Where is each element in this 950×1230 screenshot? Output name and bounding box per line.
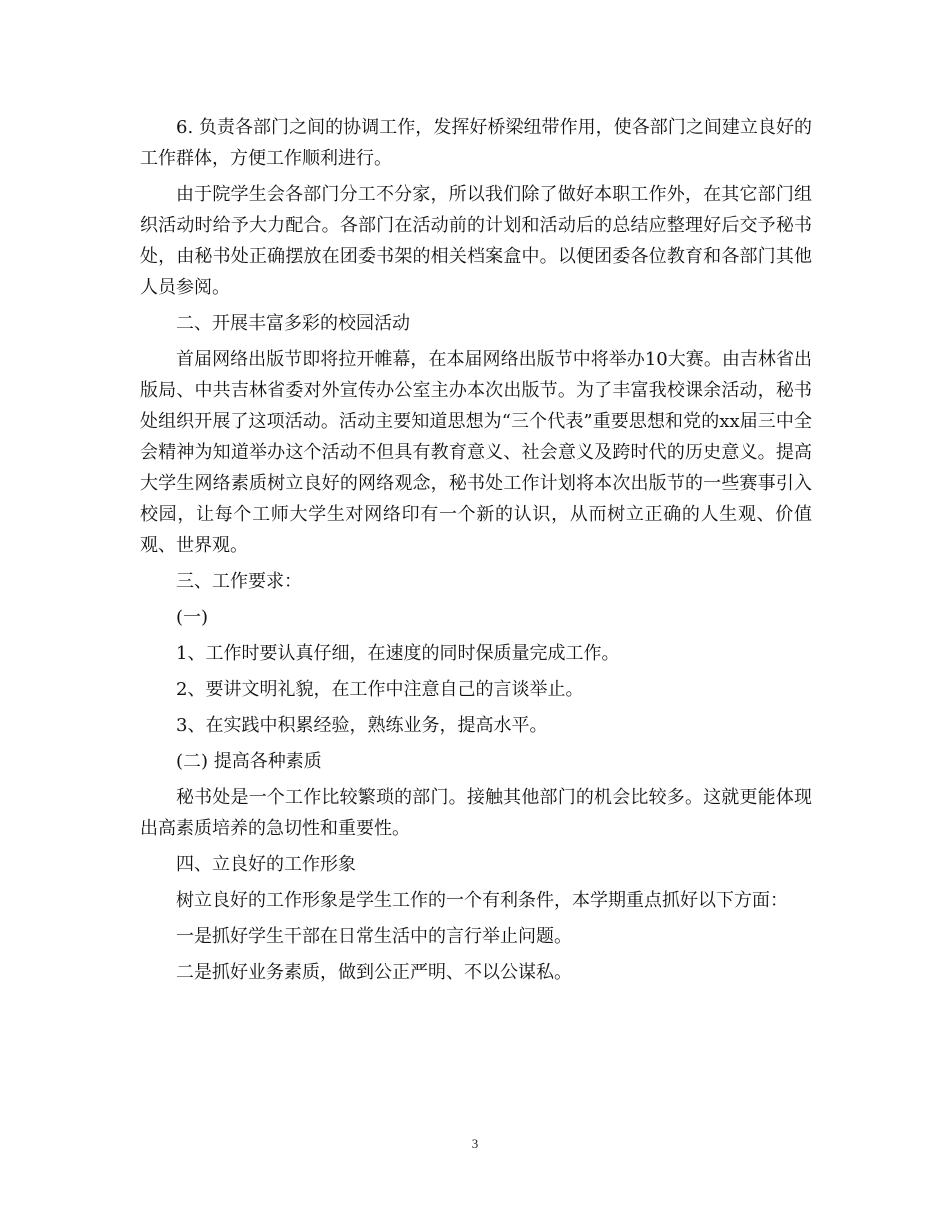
- paragraph-coordination: 6. 负责各部门之间的协调工作，发挥好桥梁纽带作用，使各部门之间建立良好的工作群体，方便工作顺利进行。: [140, 117, 812, 169]
- subsection-one: (一): [176, 607, 209, 628]
- requirement-item-3: 3、在实践中积累经验，熟练业务，提高水平。: [176, 715, 548, 736]
- section-heading-work-requirements: 三、工作要求：: [176, 571, 302, 592]
- requirement-item-1: 1、工作时要认真仔细，在速度的同时保质量完成工作。: [176, 643, 620, 664]
- list-item-first: 一是抓好学生干部在日常生活中的言行举止问题。: [176, 926, 572, 947]
- paragraph-secretariat-quality: 秘书处是一个工作比较繁琐的部门。接触其他部门的机会比较多。这就更能体现出高素质培养的急切性和重要性。: [140, 787, 812, 839]
- page-number: 3: [471, 1136, 479, 1151]
- section-heading-work-image: 四、立良好的工作形象: [176, 854, 356, 875]
- paragraph-cooperation: 由于院学生会各部门分工不分家，所以我们除了做好本职工作外，在其它部门组织活动时给予大力配合。各部门在活动前的计划和活动后的总结应整理好后交予秘书处，由秘书处正确摆放在团委书架的相关档案盒中。以便团委各位教育和各部门其他人员参阅。: [140, 184, 812, 298]
- document-body: [140, 112, 812, 993]
- requirement-item-2: 2、要讲文明礼貌，在工作中注意自己的言谈举止。: [176, 679, 584, 700]
- section-heading-campus-activities: 二、开展丰富多彩的校园活动: [176, 313, 410, 334]
- paragraph-publishing-festival: 首届网络出版节即将拉开帷幕，在本届网络出版节中将举办10大赛。由吉林省出版局、中共吉林省委对外宣传办公室主办本次出版节。为了丰富我校课余活动，秘书处组织开展了这项活动。活动主要知道思想为“三个代表”重要思想和党的xx届三中全会精神为知道举办这个活动不但具有教育意义、社会意义及跨时代的历史意义。提高大学生网络素质树立良好的网络观念，秘书处工作计划将本次出版节的一些赛事引入校园，让每个工师大学生对网络印有一个新的认识，从而树立正确的人生观、价值观、世界观。: [140, 349, 812, 556]
- subsection-two: (二) 提高各种素质: [176, 751, 322, 772]
- list-item-second: 二是抓好业务素质，做到公正严明、不以公谋私。: [176, 962, 572, 983]
- paragraph-work-image: 树立良好的工作形象是学生工作的一个有利条件，本学期重点抓好以下方面：: [176, 890, 788, 911]
